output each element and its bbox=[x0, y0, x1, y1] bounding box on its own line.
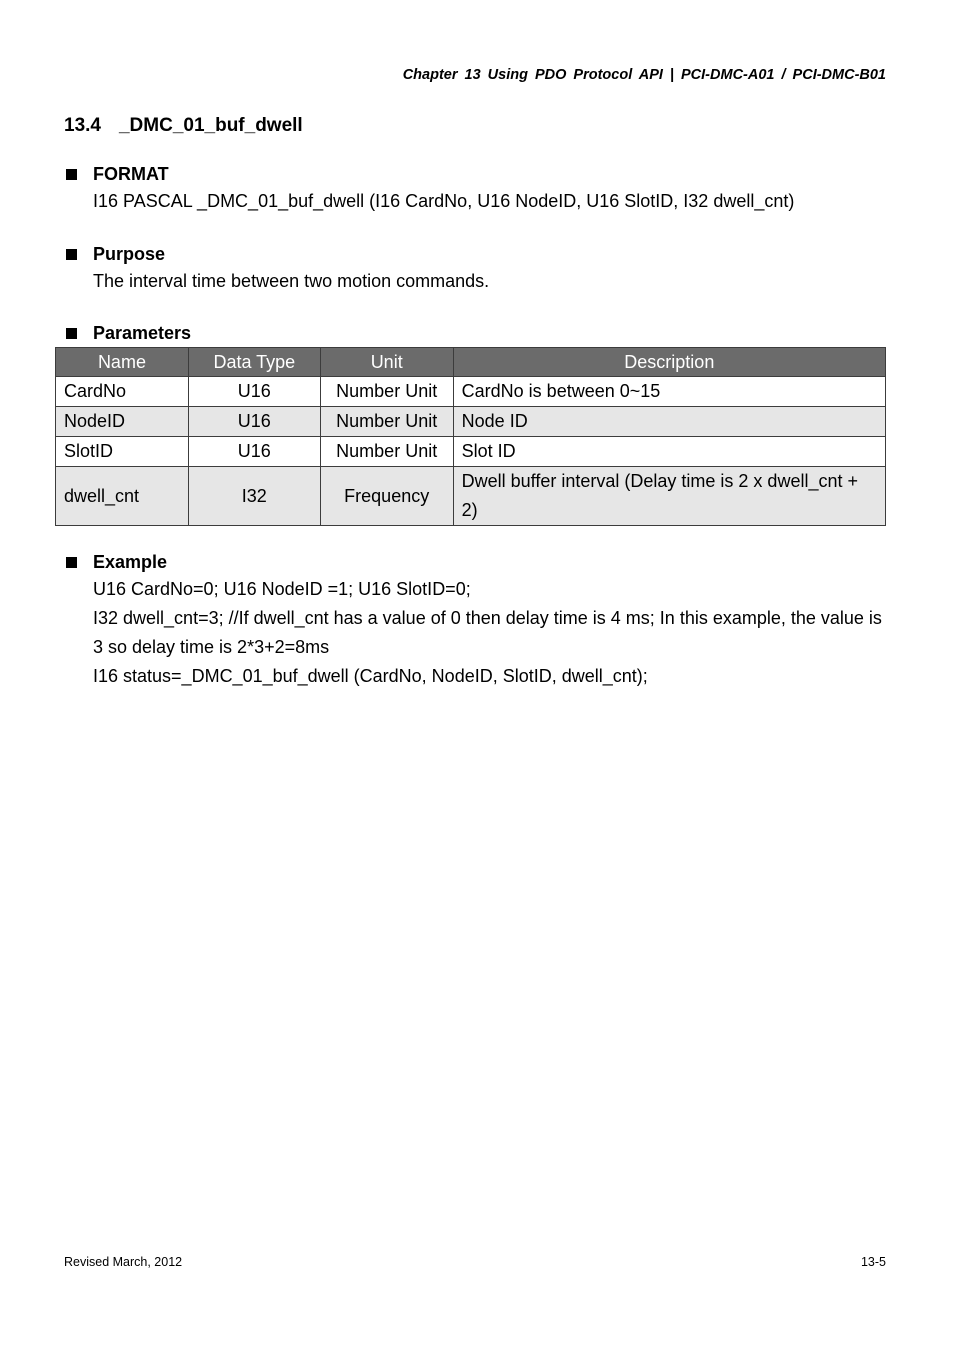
param-description: CardNo is between 0~15 bbox=[453, 377, 885, 407]
parameters-heading: Parameters bbox=[93, 322, 192, 343]
table-row bbox=[56, 407, 886, 437]
parameters-section bbox=[64, 320, 886, 346]
table-row bbox=[56, 437, 886, 467]
param-name: SlotID bbox=[56, 437, 189, 467]
param-description: Slot ID bbox=[453, 437, 885, 467]
purpose-text: The interval time between two motion commands. bbox=[93, 271, 490, 291]
example-heading: Example bbox=[93, 551, 168, 572]
param-description: Dwell buffer interval (Delay time is 2 x dwell_cnt + 2) bbox=[453, 467, 885, 526]
format-heading: FORMAT bbox=[93, 163, 169, 184]
example-line-1: U16 CardNo=0; U16 NodeID =1; U16 SlotID=0; bbox=[93, 579, 471, 599]
table-row bbox=[56, 377, 886, 407]
footer-revised: Revised March, 2012 bbox=[64, 1255, 183, 1269]
column-header-name: Name bbox=[56, 348, 189, 377]
param-type: U16 bbox=[188, 407, 320, 437]
param-unit: Number Unit bbox=[320, 407, 453, 437]
column-header-unit: Unit bbox=[320, 348, 453, 377]
table-header-row bbox=[56, 348, 886, 377]
purpose-heading: Purpose bbox=[93, 243, 166, 264]
square-bullet-icon bbox=[66, 249, 77, 260]
format-signature: I16 PASCAL _DMC_01_buf_dwell (I16 CardNo, U16 NodeID, U16 SlotID, I32 dwell_cnt) bbox=[93, 191, 795, 211]
format-section bbox=[64, 161, 886, 216]
column-header-data-type: Data Type bbox=[188, 348, 320, 377]
table-row bbox=[56, 467, 886, 526]
section-title bbox=[64, 115, 303, 137]
section-number: 13.4 bbox=[64, 115, 101, 136]
chapter-header: Chapter 13 Using PDO Protocol API | PCI-DMC-A01 / PCI-DMC-B01 bbox=[402, 67, 886, 83]
param-unit: Number Unit bbox=[320, 377, 453, 407]
example-section bbox=[64, 549, 886, 691]
purpose-section bbox=[64, 241, 886, 296]
example-line-2: I32 dwell_cnt=3; //If dwell_cnt has a value of 0 then delay time is 4 ms; In this example, the value is 3 so delay time is 2*3+2=8ms bbox=[93, 608, 882, 657]
example-line-3: I16 status=_DMC_01_buf_dwell (CardNo, NodeID, SlotID, dwell_cnt); bbox=[93, 666, 648, 686]
param-name: dwell_cnt bbox=[56, 467, 189, 526]
column-header-description: Description bbox=[453, 348, 885, 377]
parameters-table bbox=[55, 347, 886, 526]
param-type: U16 bbox=[188, 437, 320, 467]
section-name: _DMC_01_buf_dwell bbox=[118, 115, 303, 136]
param-name: CardNo bbox=[56, 377, 189, 407]
square-bullet-icon bbox=[66, 328, 77, 339]
square-bullet-icon bbox=[66, 169, 77, 180]
param-unit: Number Unit bbox=[320, 437, 453, 467]
param-description: Node ID bbox=[453, 407, 885, 437]
footer-page-number: 13-5 bbox=[860, 1255, 886, 1269]
param-type: U16 bbox=[188, 377, 320, 407]
param-unit: Frequency bbox=[320, 467, 453, 526]
param-name: NodeID bbox=[56, 407, 189, 437]
square-bullet-icon bbox=[66, 557, 77, 568]
param-type: I32 bbox=[188, 467, 320, 526]
